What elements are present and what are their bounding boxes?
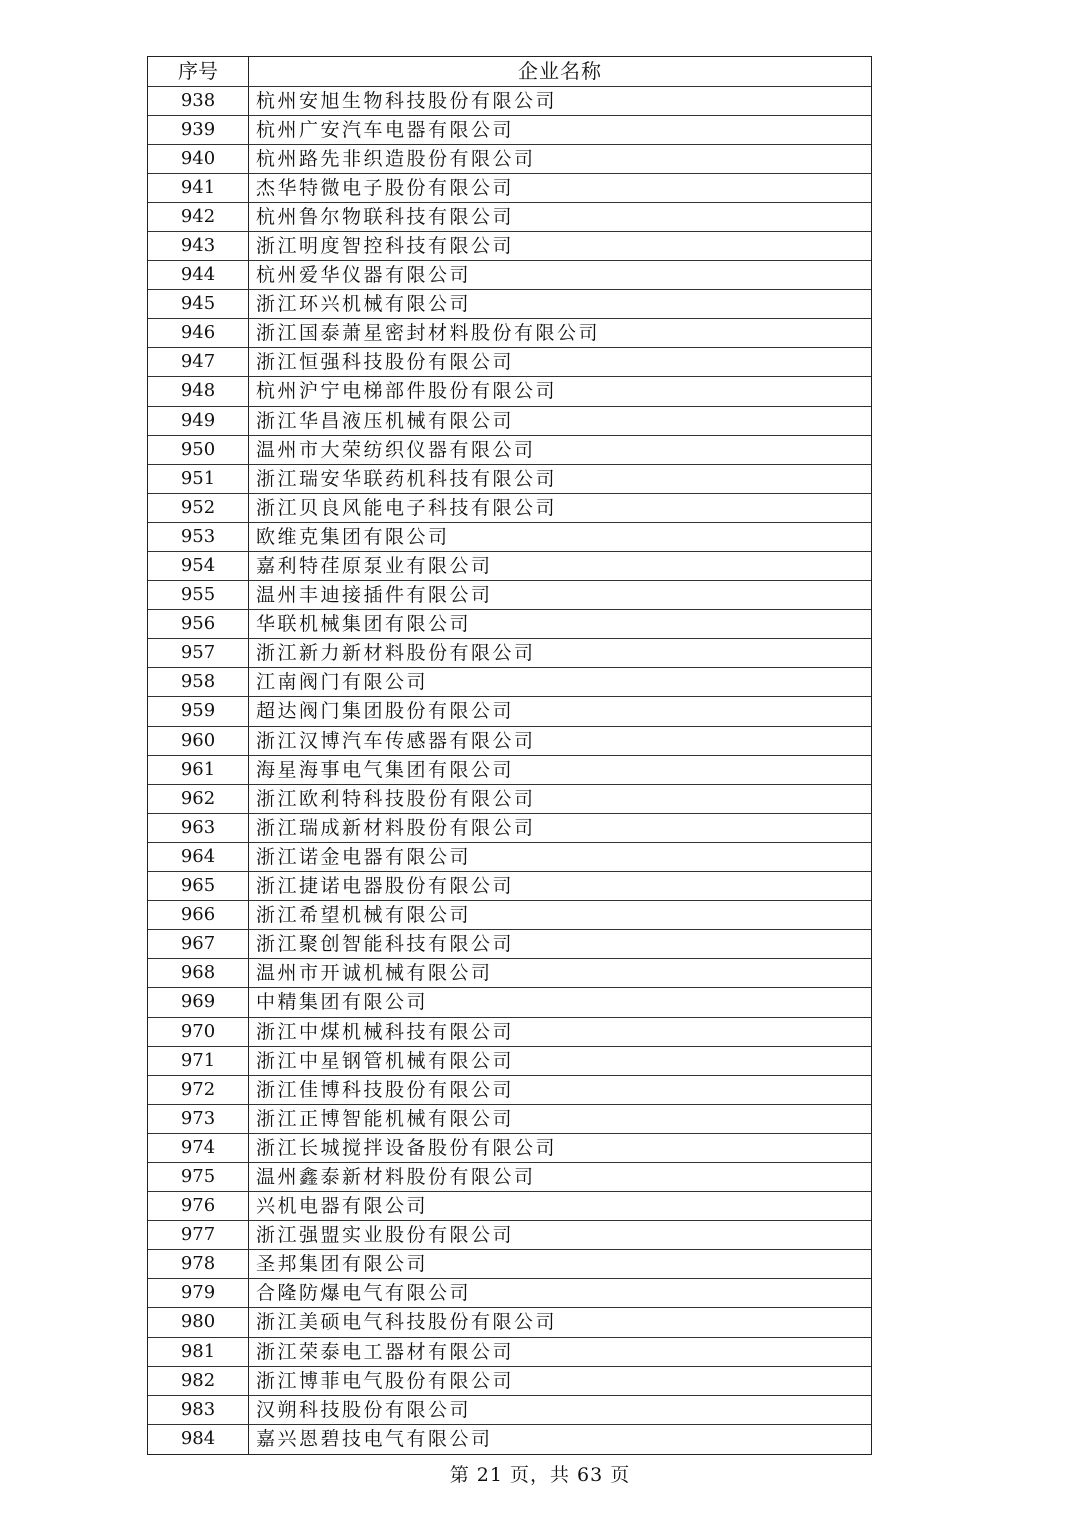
serial-number-cell: 948 (148, 377, 249, 405)
company-name-cell: 杰华特微电子股份有限公司 (256, 176, 515, 199)
table-row (148, 465, 871, 494)
serial-number-cell: 945 (148, 290, 249, 318)
serial-number-cell: 946 (148, 319, 249, 347)
table-row (148, 145, 871, 174)
table-row (148, 959, 871, 988)
company-name-cell: 合隆防爆电气有限公司 (256, 1282, 472, 1305)
company-table (147, 56, 872, 1455)
company-name-cell: 浙江汉博汽车传感器有限公司 (256, 729, 536, 752)
serial-number-cell: 984 (148, 1425, 249, 1454)
serial-number-cell: 940 (148, 145, 249, 173)
table-row (148, 232, 871, 261)
serial-number-cell: 949 (148, 407, 249, 435)
company-name-cell: 兴机电器有限公司 (256, 1195, 429, 1218)
company-name-cell: 超达阀门集团股份有限公司 (256, 700, 515, 723)
table-row (148, 988, 871, 1017)
serial-number-cell: 953 (148, 523, 249, 551)
table-row (148, 1250, 871, 1279)
company-name-cell: 浙江瑞安华联药机科技有限公司 (256, 467, 558, 490)
serial-number-cell: 979 (148, 1279, 249, 1307)
serial-number-cell: 964 (148, 843, 249, 871)
table-row (148, 203, 871, 232)
table-row (148, 785, 871, 814)
serial-number-cell: 944 (148, 261, 249, 289)
serial-number-cell: 978 (148, 1250, 249, 1278)
company-name-cell: 杭州安旭生物科技股份有限公司 (256, 89, 558, 112)
serial-number-cell: 955 (148, 581, 249, 609)
company-name-cell: 浙江捷诺电器股份有限公司 (256, 875, 515, 898)
serial-number-cell: 972 (148, 1076, 249, 1104)
serial-number-cell: 981 (148, 1338, 249, 1366)
serial-number-cell: 980 (148, 1308, 249, 1336)
serial-number-cell: 983 (148, 1396, 249, 1424)
company-name-cell: 中精集团有限公司 (256, 991, 429, 1014)
company-name-cell: 嘉利特荏原泵业有限公司 (256, 555, 493, 577)
company-name-cell: 浙江瑞成新材料股份有限公司 (256, 816, 536, 839)
company-name-cell: 浙江中煤机械科技有限公司 (256, 1020, 515, 1043)
company-name-cell: 浙江希望机械有限公司 (256, 904, 472, 927)
serial-number-cell: 967 (148, 930, 249, 958)
serial-number-cell: 977 (148, 1221, 249, 1249)
table-row (148, 261, 871, 290)
table-row (148, 814, 871, 843)
table-row (148, 901, 871, 930)
page-number: 第 21 页，共 63 页 (449, 1464, 631, 1486)
company-name-cell: 杭州沪宁电梯部件股份有限公司 (256, 380, 558, 403)
table-row (148, 348, 871, 377)
company-name-cell: 浙江华昌液压机械有限公司 (256, 409, 515, 432)
company-name-cell: 温州鑫泰新材料股份有限公司 (256, 1165, 536, 1188)
company-name-cell: 温州市大荣纺织仪器有限公司 (256, 438, 536, 461)
company-name-cell: 浙江聚创智能科技有限公司 (256, 933, 515, 956)
serial-number-cell: 939 (148, 116, 249, 144)
company-name-cell: 浙江明度智控科技有限公司 (256, 234, 515, 257)
table-row (148, 581, 871, 610)
table-row (148, 756, 871, 785)
table-row (148, 1163, 871, 1192)
company-name-cell: 浙江国泰萧星密封材料股份有限公司 (256, 322, 601, 345)
serial-number-cell: 965 (148, 872, 249, 900)
serial-number-cell: 961 (148, 756, 249, 784)
table-row (148, 1134, 871, 1163)
company-name-cell: 圣邦集团有限公司 (256, 1253, 429, 1276)
company-name-cell: 浙江新力新材料股份有限公司 (256, 642, 536, 665)
table-row (148, 1367, 871, 1396)
serial-number-cell: 971 (148, 1047, 249, 1075)
table-row (148, 87, 871, 116)
table-row (148, 1279, 871, 1308)
company-name-cell: 浙江恒强科技股份有限公司 (256, 351, 515, 374)
table-row (148, 377, 871, 406)
table-row (148, 697, 871, 726)
company-name-cell: 浙江中星钢管机械有限公司 (256, 1049, 515, 1072)
company-name-cell: 浙江欧利特科技股份有限公司 (256, 787, 536, 810)
company-name-cell: 浙江荣泰电工器材有限公司 (256, 1340, 515, 1363)
table-row (148, 552, 871, 581)
table-row (148, 290, 871, 319)
serial-number-cell: 960 (148, 727, 249, 755)
table-row (148, 1047, 871, 1076)
table-row (148, 116, 871, 145)
company-name-cell: 浙江佳博科技股份有限公司 (256, 1078, 515, 1101)
serial-number-cell: 942 (148, 203, 249, 231)
company-name-cell: 浙江美硕电气科技股份有限公司 (256, 1311, 558, 1334)
serial-number-cell: 957 (148, 639, 249, 667)
company-name-cell: 浙江环兴机械有限公司 (256, 293, 472, 316)
table-row (148, 1425, 871, 1454)
company-name-cell: 杭州鲁尔物联科技有限公司 (256, 205, 515, 228)
serial-number-cell: 950 (148, 436, 249, 464)
company-name-cell: 浙江博菲电气股份有限公司 (256, 1369, 515, 1392)
company-name-cell: 浙江长城搅拌设备股份有限公司 (256, 1136, 558, 1159)
company-name-cell: 浙江诺金电器有限公司 (256, 845, 472, 868)
serial-number-cell: 968 (148, 959, 249, 987)
table-row (148, 843, 871, 872)
serial-number-cell: 954 (148, 552, 249, 580)
company-name-cell: 华联机械集团有限公司 (256, 613, 472, 636)
table-row (148, 610, 871, 639)
serial-number-cell: 958 (148, 668, 249, 696)
company-name-cell: 杭州爱华仪器有限公司 (256, 264, 472, 287)
company-name-cell: 温州丰迪接插件有限公司 (256, 584, 493, 607)
company-name-cell: 浙江正博智能机械有限公司 (256, 1107, 515, 1130)
company-name-cell: 浙江强盟实业股份有限公司 (256, 1224, 515, 1247)
serial-number-cell: 974 (148, 1134, 249, 1162)
table-row (148, 523, 871, 552)
serial-number-cell: 969 (148, 988, 249, 1016)
serial-number-cell: 951 (148, 465, 249, 493)
table-row (148, 1018, 871, 1047)
serial-number-cell: 938 (148, 87, 249, 115)
serial-number-cell: 973 (148, 1105, 249, 1133)
serial-number-cell: 947 (148, 348, 249, 376)
header-company-name: 企业名称 (518, 59, 602, 83)
table-row (148, 639, 871, 668)
company-name-cell: 杭州路先非织造股份有限公司 (256, 147, 536, 170)
company-name-cell: 嘉兴恩碧技电气有限公司 (256, 1427, 493, 1450)
serial-number-cell: 952 (148, 494, 249, 522)
table-row (148, 1308, 871, 1337)
company-name-cell: 江南阀门有限公司 (256, 671, 429, 694)
table-row (148, 407, 871, 436)
serial-number-cell: 959 (148, 697, 249, 725)
serial-number-cell: 941 (148, 174, 249, 202)
serial-number-cell: 962 (148, 785, 249, 813)
table-row (148, 494, 871, 523)
company-name-cell: 杭州广安汽车电器有限公司 (256, 118, 515, 141)
table-header-row (148, 57, 871, 87)
serial-number-cell: 975 (148, 1163, 249, 1191)
table-row (148, 1221, 871, 1250)
serial-number-cell: 982 (148, 1367, 249, 1395)
company-name-cell: 温州市开诚机械有限公司 (256, 962, 493, 985)
table-row (148, 727, 871, 756)
table-row (148, 1192, 871, 1221)
table-row (148, 1396, 871, 1425)
table-row (148, 1338, 871, 1367)
serial-number-cell: 970 (148, 1018, 249, 1046)
table-row (148, 1076, 871, 1105)
header-serial-number: 序号 (148, 57, 249, 86)
serial-number-cell: 963 (148, 814, 249, 842)
table-row (148, 174, 871, 203)
serial-number-cell: 976 (148, 1192, 249, 1220)
serial-number-cell: 966 (148, 901, 249, 929)
table-row (148, 872, 871, 901)
table-row (148, 436, 871, 465)
serial-number-cell: 956 (148, 610, 249, 638)
company-name-cell: 汉朔科技股份有限公司 (256, 1398, 472, 1421)
company-name-cell: 海星海事电气集团有限公司 (256, 758, 515, 781)
serial-number-cell: 943 (148, 232, 249, 260)
table-row (148, 668, 871, 697)
company-name-cell: 欧维克集团有限公司 (256, 525, 450, 548)
table-row (148, 1105, 871, 1134)
company-name-cell: 浙江贝良风能电子科技有限公司 (256, 496, 558, 519)
table-row (148, 319, 871, 348)
table-row (148, 930, 871, 959)
